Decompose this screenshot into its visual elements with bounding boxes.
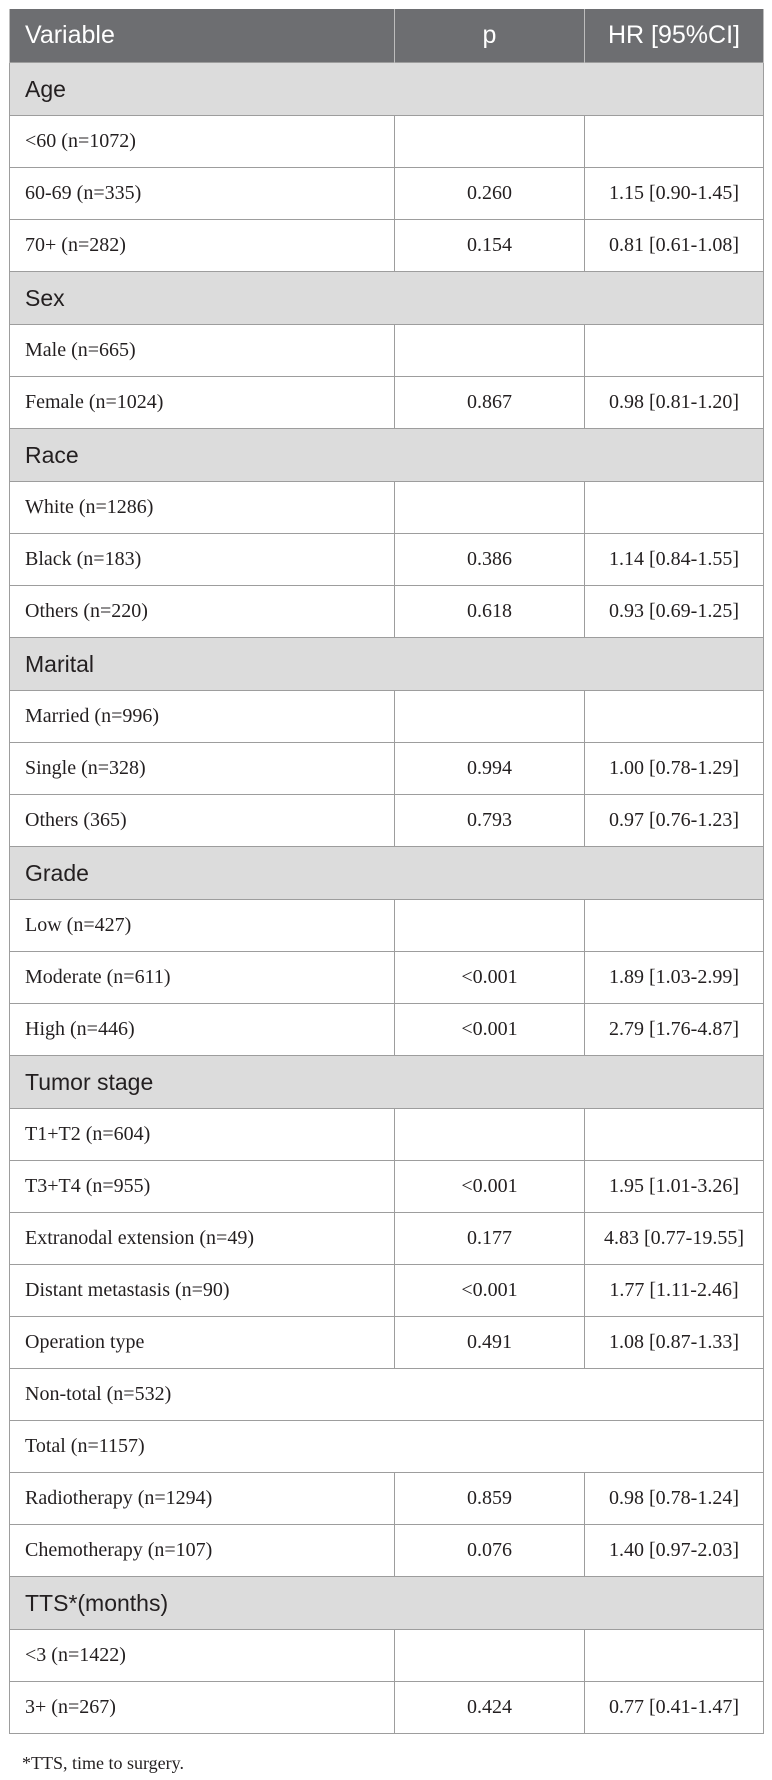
table-row	[10, 1473, 764, 1525]
row-hazard-ratio: 1.00 [0.78-1.29]	[585, 743, 764, 795]
table-row	[10, 116, 764, 168]
section-row	[10, 1056, 764, 1109]
row-hazard-ratio: 1.40 [0.97-2.03]	[585, 1525, 764, 1577]
table-row	[10, 1421, 764, 1473]
row-p-value: 0.424	[395, 1682, 585, 1734]
row-label: Chemotherapy (n=107)	[10, 1525, 395, 1577]
row-hazard-ratio: 0.93 [0.69-1.25]	[585, 586, 764, 638]
row-hazard-ratio: 0.77 [0.41-1.47]	[585, 1682, 764, 1734]
section-title: Tumor stage	[10, 1056, 764, 1109]
section-row	[10, 1577, 764, 1630]
row-label: White (n=1286)	[10, 482, 395, 534]
table-row	[10, 1265, 764, 1317]
row-hazard-ratio: 0.97 [0.76-1.23]	[585, 795, 764, 847]
table-row	[10, 534, 764, 586]
table-row	[10, 586, 764, 638]
row-p-value: 0.867	[395, 377, 585, 429]
table-row	[10, 220, 764, 272]
row-label: Total (n=1157)	[10, 1421, 764, 1473]
row-hazard-ratio: 1.95 [1.01-3.26]	[585, 1161, 764, 1213]
row-hazard-ratio	[585, 900, 764, 952]
row-label: Married (n=996)	[10, 691, 395, 743]
table-row	[10, 1109, 764, 1161]
row-label: 70+ (n=282)	[10, 220, 395, 272]
row-hazard-ratio	[585, 1630, 764, 1682]
section-title: Grade	[10, 847, 764, 900]
table-row	[10, 795, 764, 847]
row-p-value	[395, 482, 585, 534]
section-title: TTS*(months)	[10, 1577, 764, 1630]
table-row	[10, 325, 764, 377]
results-table-container	[9, 9, 763, 1734]
row-label: High (n=446)	[10, 1004, 395, 1056]
section-row	[10, 638, 764, 691]
row-p-value: <0.001	[395, 952, 585, 1004]
row-hazard-ratio	[585, 325, 764, 377]
table-row	[10, 1004, 764, 1056]
row-label: Male (n=665)	[10, 325, 395, 377]
row-hazard-ratio	[585, 482, 764, 534]
row-p-value: <0.001	[395, 1161, 585, 1213]
row-p-value: 0.154	[395, 220, 585, 272]
row-hazard-ratio	[585, 1109, 764, 1161]
row-hazard-ratio: 0.81 [0.61-1.08]	[585, 220, 764, 272]
section-row	[10, 847, 764, 900]
table-row	[10, 1630, 764, 1682]
row-label: T1+T2 (n=604)	[10, 1109, 395, 1161]
row-p-value: <0.001	[395, 1004, 585, 1056]
row-p-value: 0.859	[395, 1473, 585, 1525]
hazard-ratio-table	[9, 9, 764, 1734]
row-label: Operation type	[10, 1317, 395, 1369]
row-hazard-ratio: 4.83 [0.77-19.55]	[585, 1213, 764, 1265]
row-label: Others (365)	[10, 795, 395, 847]
table-row	[10, 1682, 764, 1734]
row-p-value	[395, 1109, 585, 1161]
table-row	[10, 900, 764, 952]
header-variable: Variable	[10, 9, 395, 63]
row-p-value: 0.491	[395, 1317, 585, 1369]
section-title: Sex	[10, 272, 764, 325]
row-label: 3+ (n=267)	[10, 1682, 395, 1734]
row-p-value: 0.793	[395, 795, 585, 847]
row-label: <3 (n=1422)	[10, 1630, 395, 1682]
row-label: Black (n=183)	[10, 534, 395, 586]
row-label: Extranodal extension (n=49)	[10, 1213, 395, 1265]
table-row	[10, 168, 764, 220]
header-p: p	[395, 9, 585, 63]
row-hazard-ratio: 0.98 [0.81-1.20]	[585, 377, 764, 429]
row-label: Distant metastasis (n=90)	[10, 1265, 395, 1317]
table-footnote: *TTS, time to surgery.	[22, 1753, 184, 1773]
row-p-value: 0.618	[395, 586, 585, 638]
table-header-row	[10, 9, 764, 63]
table-row	[10, 1161, 764, 1213]
table-row	[10, 1213, 764, 1265]
table-row	[10, 1317, 764, 1369]
row-label: Others (n=220)	[10, 586, 395, 638]
row-hazard-ratio: 1.14 [0.84-1.55]	[585, 534, 764, 586]
row-label: Female (n=1024)	[10, 377, 395, 429]
row-p-value: 0.076	[395, 1525, 585, 1577]
row-p-value	[395, 1630, 585, 1682]
header-hr: HR [95%CI]	[585, 9, 764, 63]
row-p-value: 0.177	[395, 1213, 585, 1265]
row-label: T3+T4 (n=955)	[10, 1161, 395, 1213]
row-hazard-ratio: 0.98 [0.78-1.24]	[585, 1473, 764, 1525]
row-p-value	[395, 691, 585, 743]
row-hazard-ratio: 2.79 [1.76-4.87]	[585, 1004, 764, 1056]
row-label: <60 (n=1072)	[10, 116, 395, 168]
section-title: Marital	[10, 638, 764, 691]
row-hazard-ratio: 1.08 [0.87-1.33]	[585, 1317, 764, 1369]
row-label: Non-total (n=532)	[10, 1369, 764, 1421]
section-row	[10, 63, 764, 116]
row-hazard-ratio: 1.15 [0.90-1.45]	[585, 168, 764, 220]
row-label: Radiotherapy (n=1294)	[10, 1473, 395, 1525]
table-row	[10, 1369, 764, 1421]
table-row	[10, 1525, 764, 1577]
row-p-value: <0.001	[395, 1265, 585, 1317]
table-row	[10, 377, 764, 429]
section-row	[10, 429, 764, 482]
row-p-value: 0.260	[395, 168, 585, 220]
section-title: Race	[10, 429, 764, 482]
row-label: 60-69 (n=335)	[10, 168, 395, 220]
row-hazard-ratio	[585, 691, 764, 743]
row-p-value	[395, 116, 585, 168]
row-p-value: 0.994	[395, 743, 585, 795]
row-hazard-ratio	[585, 116, 764, 168]
section-title: Age	[10, 63, 764, 116]
section-row	[10, 272, 764, 325]
table-row	[10, 952, 764, 1004]
table-row	[10, 691, 764, 743]
row-hazard-ratio: 1.77 [1.11-2.46]	[585, 1265, 764, 1317]
table-row	[10, 482, 764, 534]
row-hazard-ratio: 1.89 [1.03-2.99]	[585, 952, 764, 1004]
row-label: Single (n=328)	[10, 743, 395, 795]
row-p-value: 0.386	[395, 534, 585, 586]
row-label: Low (n=427)	[10, 900, 395, 952]
row-label: Moderate (n=611)	[10, 952, 395, 1004]
table-body	[10, 63, 764, 1734]
table-row	[10, 743, 764, 795]
row-p-value	[395, 325, 585, 377]
row-p-value	[395, 900, 585, 952]
